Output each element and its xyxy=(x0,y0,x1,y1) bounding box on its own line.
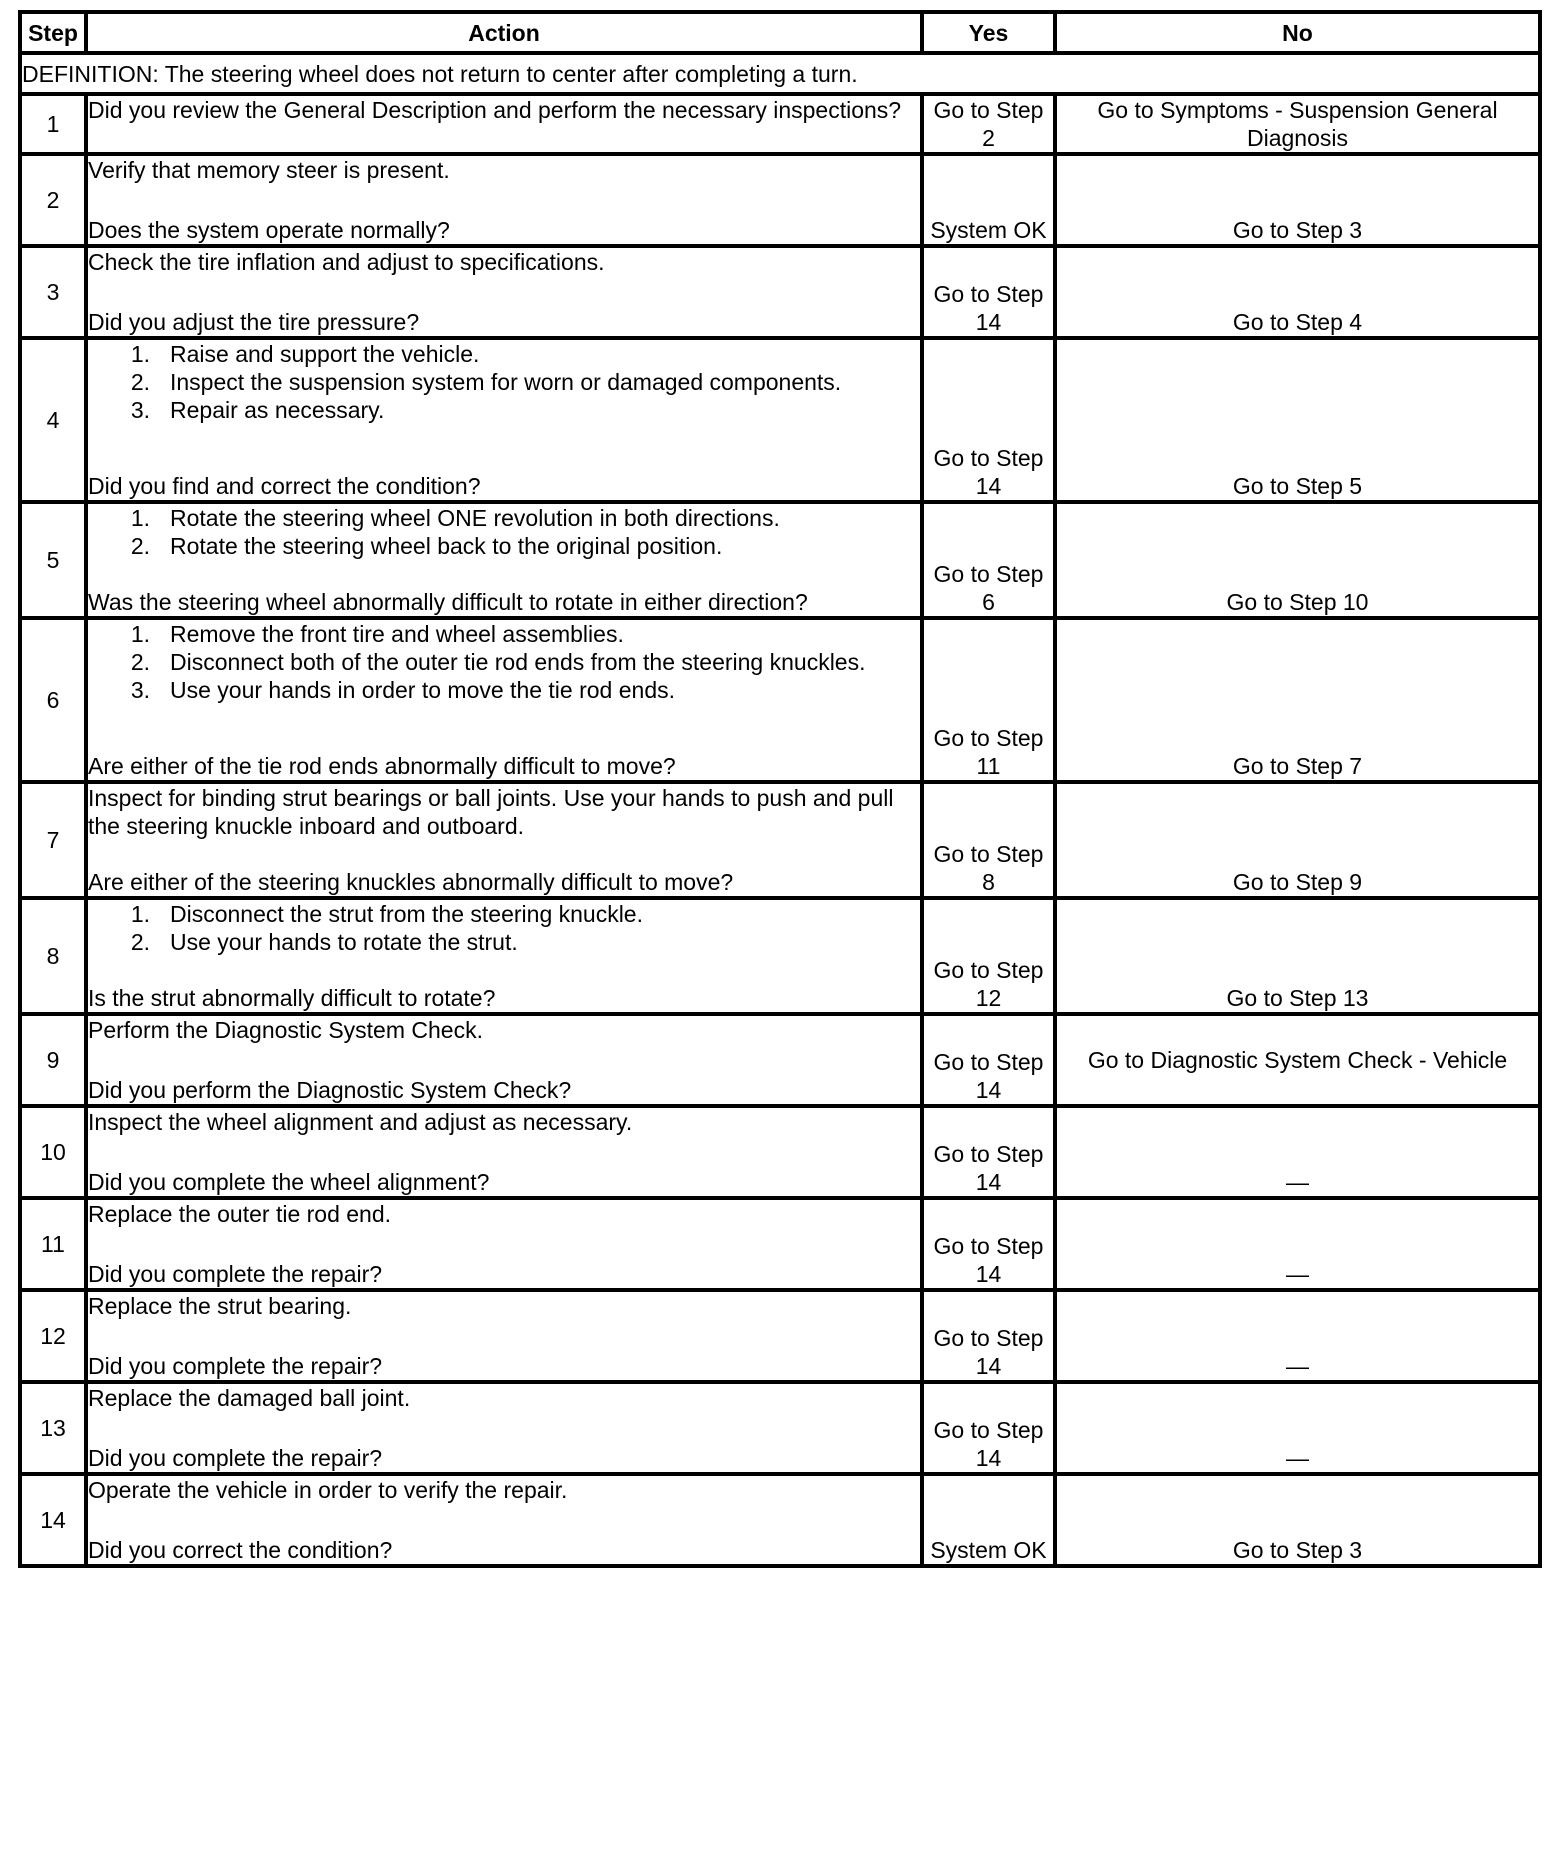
list-item-number: 1. xyxy=(130,505,150,531)
action-question: Is the strut abnormally difficult to rotate? xyxy=(88,985,496,1011)
no-cell: Go to Diagnostic System Check - Vehicle xyxy=(1055,1014,1540,1106)
yes-cell: Go to Step 14 xyxy=(922,1290,1055,1382)
no-cell: Go to Symptoms - Suspension General Diagnosis xyxy=(1055,94,1540,154)
yes-cell: Go to Step 14 xyxy=(922,1382,1055,1474)
action-text: Replace the outer tie rod end. xyxy=(88,1201,392,1227)
list-item-number: 1. xyxy=(130,621,150,647)
list-item-text: Rotate the steering wheel ONE revolution in both directions. xyxy=(170,505,780,531)
action-cell xyxy=(86,1290,922,1382)
action-question: Did you complete the wheel alignment? xyxy=(88,1169,490,1195)
list-item-number: 2. xyxy=(130,533,150,559)
list-item-number: 2. xyxy=(130,649,150,675)
yes-cell: Go to Step 12 xyxy=(922,898,1055,1014)
diagnostic-table xyxy=(18,10,1542,1568)
action-cell xyxy=(86,1106,922,1198)
action-text: Did you review the General Description and perform the necessary inspections? xyxy=(88,97,902,123)
list-item-text: Disconnect the strut from the steering knuckle. xyxy=(170,901,643,927)
action-question: Are either of the steering knuckles abnormally difficult to move? xyxy=(88,869,734,895)
step-number: 11 xyxy=(20,1198,86,1290)
no-cell: Go to Step 9 xyxy=(1055,782,1540,898)
list-item xyxy=(88,504,920,532)
no-cell: — xyxy=(1055,1382,1540,1474)
action-question: Did you perform the Diagnostic System Check? xyxy=(88,1077,572,1103)
action-question: Did you adjust the tire pressure? xyxy=(88,309,420,335)
list-item-number: 3. xyxy=(130,397,150,423)
no-cell: Go to Step 5 xyxy=(1055,338,1540,502)
yes-cell: Go to Step 14 xyxy=(922,246,1055,338)
definition-text: DEFINITION: The steering wheel does not return to center after completing a turn. xyxy=(20,53,1540,94)
yes-cell: Go to Step 14 xyxy=(922,1106,1055,1198)
header-step: Step xyxy=(20,12,86,53)
action-text: Perform the Diagnostic System Check. xyxy=(88,1017,483,1043)
table-row xyxy=(20,1474,1540,1566)
procedure-list xyxy=(88,504,920,560)
yes-cell: Go to Step 6 xyxy=(922,502,1055,618)
step-number: 5 xyxy=(20,502,86,618)
list-item xyxy=(88,928,920,956)
table-row xyxy=(20,898,1540,1014)
list-item-text: Repair as necessary. xyxy=(170,397,385,423)
table-row xyxy=(20,782,1540,898)
list-item-text: Raise and support the vehicle. xyxy=(170,341,480,367)
yes-cell: System OK xyxy=(922,1474,1055,1566)
no-cell: Go to Step 7 xyxy=(1055,618,1540,782)
list-item-number: 2. xyxy=(130,369,150,395)
no-cell: — xyxy=(1055,1106,1540,1198)
action-question: Did you complete the repair? xyxy=(88,1261,383,1287)
no-cell: Go to Step 13 xyxy=(1055,898,1540,1014)
yes-cell: Go to Step 2 xyxy=(922,94,1055,154)
header-row xyxy=(20,12,1540,53)
no-cell: — xyxy=(1055,1290,1540,1382)
header-no: No xyxy=(1055,12,1540,53)
step-number: 1 xyxy=(20,94,86,154)
action-question: Does the system operate normally? xyxy=(88,217,450,243)
step-number: 13 xyxy=(20,1382,86,1474)
list-item-number: 1. xyxy=(130,341,150,367)
action-cell xyxy=(86,898,922,1014)
action-question: Did you complete the repair? xyxy=(88,1445,383,1471)
yes-cell: Go to Step 14 xyxy=(922,1198,1055,1290)
no-cell: — xyxy=(1055,1198,1540,1290)
list-item-text: Use your hands to rotate the strut. xyxy=(170,929,518,955)
action-text: Replace the damaged ball joint. xyxy=(88,1385,411,1411)
step-number: 6 xyxy=(20,618,86,782)
table-row xyxy=(20,246,1540,338)
no-cell: Go to Step 3 xyxy=(1055,1474,1540,1566)
table-row xyxy=(20,1290,1540,1382)
action-cell xyxy=(86,246,922,338)
list-item-number: 1. xyxy=(130,901,150,927)
step-number: 14 xyxy=(20,1474,86,1566)
list-item-text: Rotate the steering wheel back to the original position. xyxy=(170,533,723,559)
procedure-list xyxy=(88,340,920,424)
action-question: Did you complete the repair? xyxy=(88,1353,383,1379)
header-yes: Yes xyxy=(922,12,1055,53)
no-cell: Go to Step 10 xyxy=(1055,502,1540,618)
action-question: Did you find and correct the condition? xyxy=(88,473,481,499)
step-number: 3 xyxy=(20,246,86,338)
step-number: 2 xyxy=(20,154,86,246)
list-item xyxy=(88,340,920,368)
list-item xyxy=(88,396,920,424)
list-item-text: Remove the front tire and wheel assemblies. xyxy=(170,621,624,647)
action-question: Are either of the tie rod ends abnormally difficult to move? xyxy=(88,753,676,779)
action-text: Replace the strut bearing. xyxy=(88,1293,352,1319)
action-cell xyxy=(86,782,922,898)
action-question: Was the steering wheel abnormally difficult to rotate in either direction? xyxy=(88,589,808,615)
list-item-text: Use your hands in order to move the tie rod ends. xyxy=(170,677,676,703)
action-cell xyxy=(86,154,922,246)
procedure-list xyxy=(88,900,920,956)
action-cell xyxy=(86,94,922,154)
yes-cell: Go to Step 14 xyxy=(922,1014,1055,1106)
procedure-list xyxy=(88,620,920,704)
table-row xyxy=(20,1106,1540,1198)
action-cell xyxy=(86,1382,922,1474)
list-item xyxy=(88,620,920,648)
action-cell xyxy=(86,502,922,618)
table-row xyxy=(20,1198,1540,1290)
table-row xyxy=(20,1014,1540,1106)
action-text: Operate the vehicle in order to verify the repair. xyxy=(88,1477,568,1503)
list-item xyxy=(88,368,920,396)
list-item xyxy=(88,532,920,560)
yes-cell: Go to Step 11 xyxy=(922,618,1055,782)
step-number: 7 xyxy=(20,782,86,898)
list-item xyxy=(88,676,920,704)
action-cell xyxy=(86,1198,922,1290)
no-cell: Go to Step 4 xyxy=(1055,246,1540,338)
list-item-number: 3. xyxy=(130,677,150,703)
action-cell xyxy=(86,1014,922,1106)
header-action: Action xyxy=(86,12,922,53)
table-row xyxy=(20,338,1540,502)
definition-row xyxy=(20,53,1540,94)
list-item-number: 2. xyxy=(130,929,150,955)
list-item-text: Inspect the suspension system for worn or damaged components. xyxy=(170,369,842,395)
step-number: 10 xyxy=(20,1106,86,1198)
yes-cell: Go to Step 8 xyxy=(922,782,1055,898)
step-number: 9 xyxy=(20,1014,86,1106)
action-text: Inspect for binding strut bearings or ball joints. Use your hands to push and pull the steering knuckle inboard and outboard. xyxy=(88,785,894,839)
yes-cell: Go to Step 14 xyxy=(922,338,1055,502)
table-row xyxy=(20,1382,1540,1474)
table-row xyxy=(20,618,1540,782)
list-item-text: Disconnect both of the outer tie rod ends from the steering knuckles. xyxy=(170,649,866,675)
action-cell xyxy=(86,1474,922,1566)
list-item xyxy=(88,648,920,676)
step-number: 4 xyxy=(20,338,86,502)
action-text: Check the tire inflation and adjust to specifications. xyxy=(88,249,605,275)
action-text: Inspect the wheel alignment and adjust as necessary. xyxy=(88,1109,633,1135)
action-cell xyxy=(86,618,922,782)
table-row xyxy=(20,154,1540,246)
step-number: 12 xyxy=(20,1290,86,1382)
action-text: Verify that memory steer is present. xyxy=(88,157,450,183)
table-row xyxy=(20,502,1540,618)
yes-cell: System OK xyxy=(922,154,1055,246)
action-cell xyxy=(86,338,922,502)
action-question: Did you correct the condition? xyxy=(88,1537,393,1563)
table-row xyxy=(20,94,1540,154)
no-cell: Go to Step 3 xyxy=(1055,154,1540,246)
step-number: 8 xyxy=(20,898,86,1014)
list-item xyxy=(88,900,920,928)
